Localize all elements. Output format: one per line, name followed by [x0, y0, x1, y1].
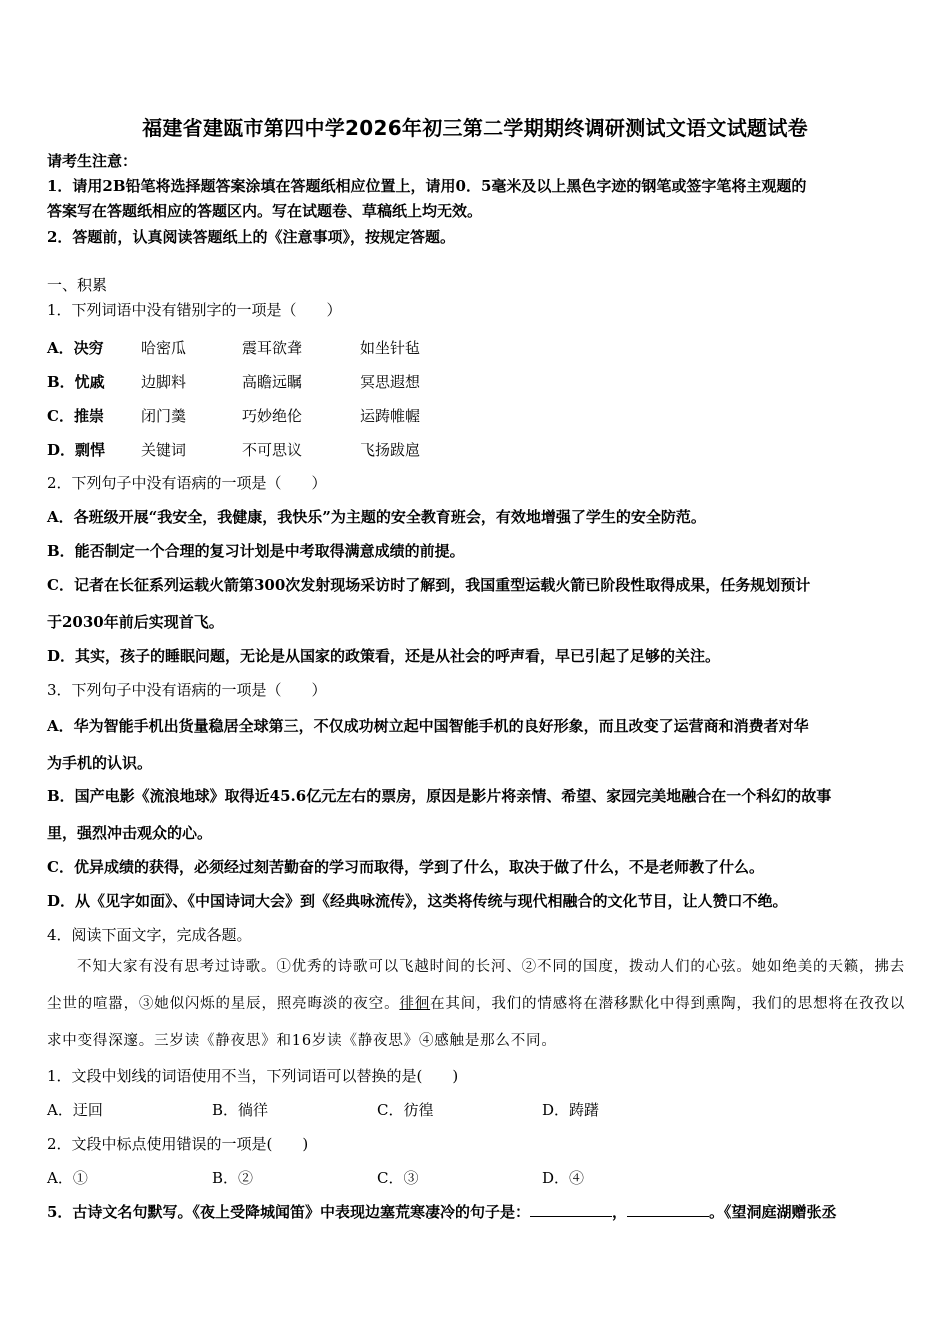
q4-sub1-stem: 1．文段中划线的词语使用不当，下列词语可以替换的是( ) [47, 1067, 459, 1085]
q4-sub2-option-c: C．③ [377, 1169, 419, 1187]
q2-option-c: C．记者在长征系列运载火箭第300次发射现场采访时了解到，我国重型运载火箭已阶段性取得成果，任务规划预计 [47, 576, 811, 594]
q3-option-c: C．优异成绩的获得，必须经过刻苦勤奋的学习而取得，学到了什么，取决于做了什么，不是老师教了什么。 [47, 858, 764, 876]
q5-text-2: 。《望洞庭湖赠张丞 [708, 1203, 837, 1221]
answer-blank-1[interactable] [530, 1202, 612, 1217]
q1-a-word2: 哈密瓜 [141, 339, 187, 357]
q1-d-word2: 关键词 [141, 441, 187, 459]
q1-d-word3: 不可思议 [242, 441, 303, 459]
passage-text-1: 不知大家有没有思考过诗歌。①优秀的诗歌可以飞越时间的长河、②不同的国度，拨动人们的心弦。她如绝美的天籁，拂去尘世的喧嚣，③她似闪烁的星辰，照亮晦淡的夜空。 [47, 959, 905, 1012]
notice-item-1-cont: 答案写在答题纸相应的答题区内。写在试题卷、草稿纸上均无效。 [47, 202, 483, 220]
q2-option-b: B．能否制定一个合理的复习计划是中考取得满意成绩的前提。 [47, 542, 465, 560]
q4-sub1-option-d: D．踌躇 [542, 1101, 600, 1119]
q2-option-c-cont: 于2030年前后实现首飞。 [47, 613, 224, 631]
q1-stem: 1．下列词语中没有错别字的一项是（ ） [47, 301, 342, 319]
notice-heading: 请考生注意： [47, 152, 138, 170]
q5-stem [47, 1201, 836, 1223]
notice-item-1: 1．请用2B铅笔将选择题答案涂填在答题纸相应位置上，请用0．5毫米及以上黑色字迹的钢笔或签字笔将主观题的 [47, 177, 807, 195]
q1-b-word3: 高瞻远瞩 [242, 373, 303, 391]
q4-stem: 4．阅读下面文字，完成各题。 [47, 926, 252, 944]
q4-sub1-option-b: B．徜徉 [212, 1101, 269, 1119]
q1-option-c: C．推崇 [47, 407, 104, 425]
reading-passage [47, 949, 905, 1060]
q1-option-a: A．决穷 [47, 339, 104, 357]
q1-c-word2: 闭门羹 [141, 407, 187, 425]
passage-text-2: 在其间，我们的情感将在潜移默化中得到熏陶，我们的思想将在孜孜以求中变得深邃。三岁读《静夜思》和16岁读《静夜思》④感触是那么不同。 [47, 996, 906, 1049]
answer-blank-2[interactable] [627, 1202, 709, 1217]
q4-sub2-option-b: B．② [212, 1169, 254, 1187]
q1-c-word3: 巧妙绝伦 [242, 407, 303, 425]
q4-sub1-option-c: C．彷徨 [377, 1101, 434, 1119]
notice-item-2: 2．答题前，认真阅读答题纸上的《注意事项》，按规定答题。 [47, 228, 455, 246]
q1-option-b: B．忧戚 [47, 373, 105, 391]
q1-d-word4: 飞扬跋扈 [360, 441, 421, 459]
q3-stem: 3．下列句子中没有语病的一项是（ ） [47, 681, 327, 699]
q5-text-1: 5．古诗文名句默写。《夜上受降城闻笛》中表现边塞荒寒凄冷的句子是： [47, 1203, 530, 1221]
q1-b-word2: 边脚料 [141, 373, 187, 391]
q1-c-word4: 运踌帷幄 [360, 407, 421, 425]
q3-option-a: A．华为智能手机出货量稳居全球第三，不仅成功树立起中国智能手机的良好形象，而且改变了运营商和消费者对华 [47, 717, 809, 735]
q3-option-b-cont: 里，强烈冲击观众的心。 [47, 824, 213, 842]
q2-stem: 2．下列句子中没有语病的一项是（ ） [47, 474, 327, 492]
q1-option-d: D．剽悍 [47, 441, 106, 459]
q4-sub1-option-a: A．迂回 [47, 1101, 103, 1119]
q2-option-d: D．其实，孩子的睡眠问题，无论是从国家的政策看，还是从社会的呼声看，早已引起了足够的关注。 [47, 647, 721, 665]
q1-a-word4: 如坐针毡 [360, 339, 421, 357]
q2-option-a: A．各班级开展“我安全，我健康，我快乐”为主题的安全教育班会，有效地增强了学生的安全防范。 [47, 508, 706, 526]
page-title: 福建省建瓯市第四中学2026年初三第二学期期终调研测试文语文试题试卷 [142, 116, 808, 140]
q5-separator: ， [611, 1203, 627, 1221]
q4-sub2-option-a: A．① [47, 1169, 88, 1187]
q3-option-b: B．国产电影《流浪地球》取得近45.6亿元左右的票房，原因是影片将亲情、希望、家园完美地融合在一个科幻的故事 [47, 787, 832, 805]
q4-sub2-stem: 2．文段中标点使用错误的一项是( ) [47, 1135, 309, 1153]
q1-b-word4: 冥思遐想 [360, 373, 421, 391]
q3-option-d: D．从《见字如面》、《中国诗词大会》到《经典咏流传》，这类将传统与现代相融合的文化节目，让人赞口不绝。 [47, 892, 788, 910]
q1-a-word3: 震耳欲聋 [242, 339, 303, 357]
q3-option-a-cont: 为手机的认识。 [47, 754, 153, 772]
q4-sub2-option-d: D．④ [542, 1169, 585, 1187]
passage-underlined-word: 徘徊 [399, 996, 431, 1012]
section-heading: 一、积累 [47, 276, 108, 294]
